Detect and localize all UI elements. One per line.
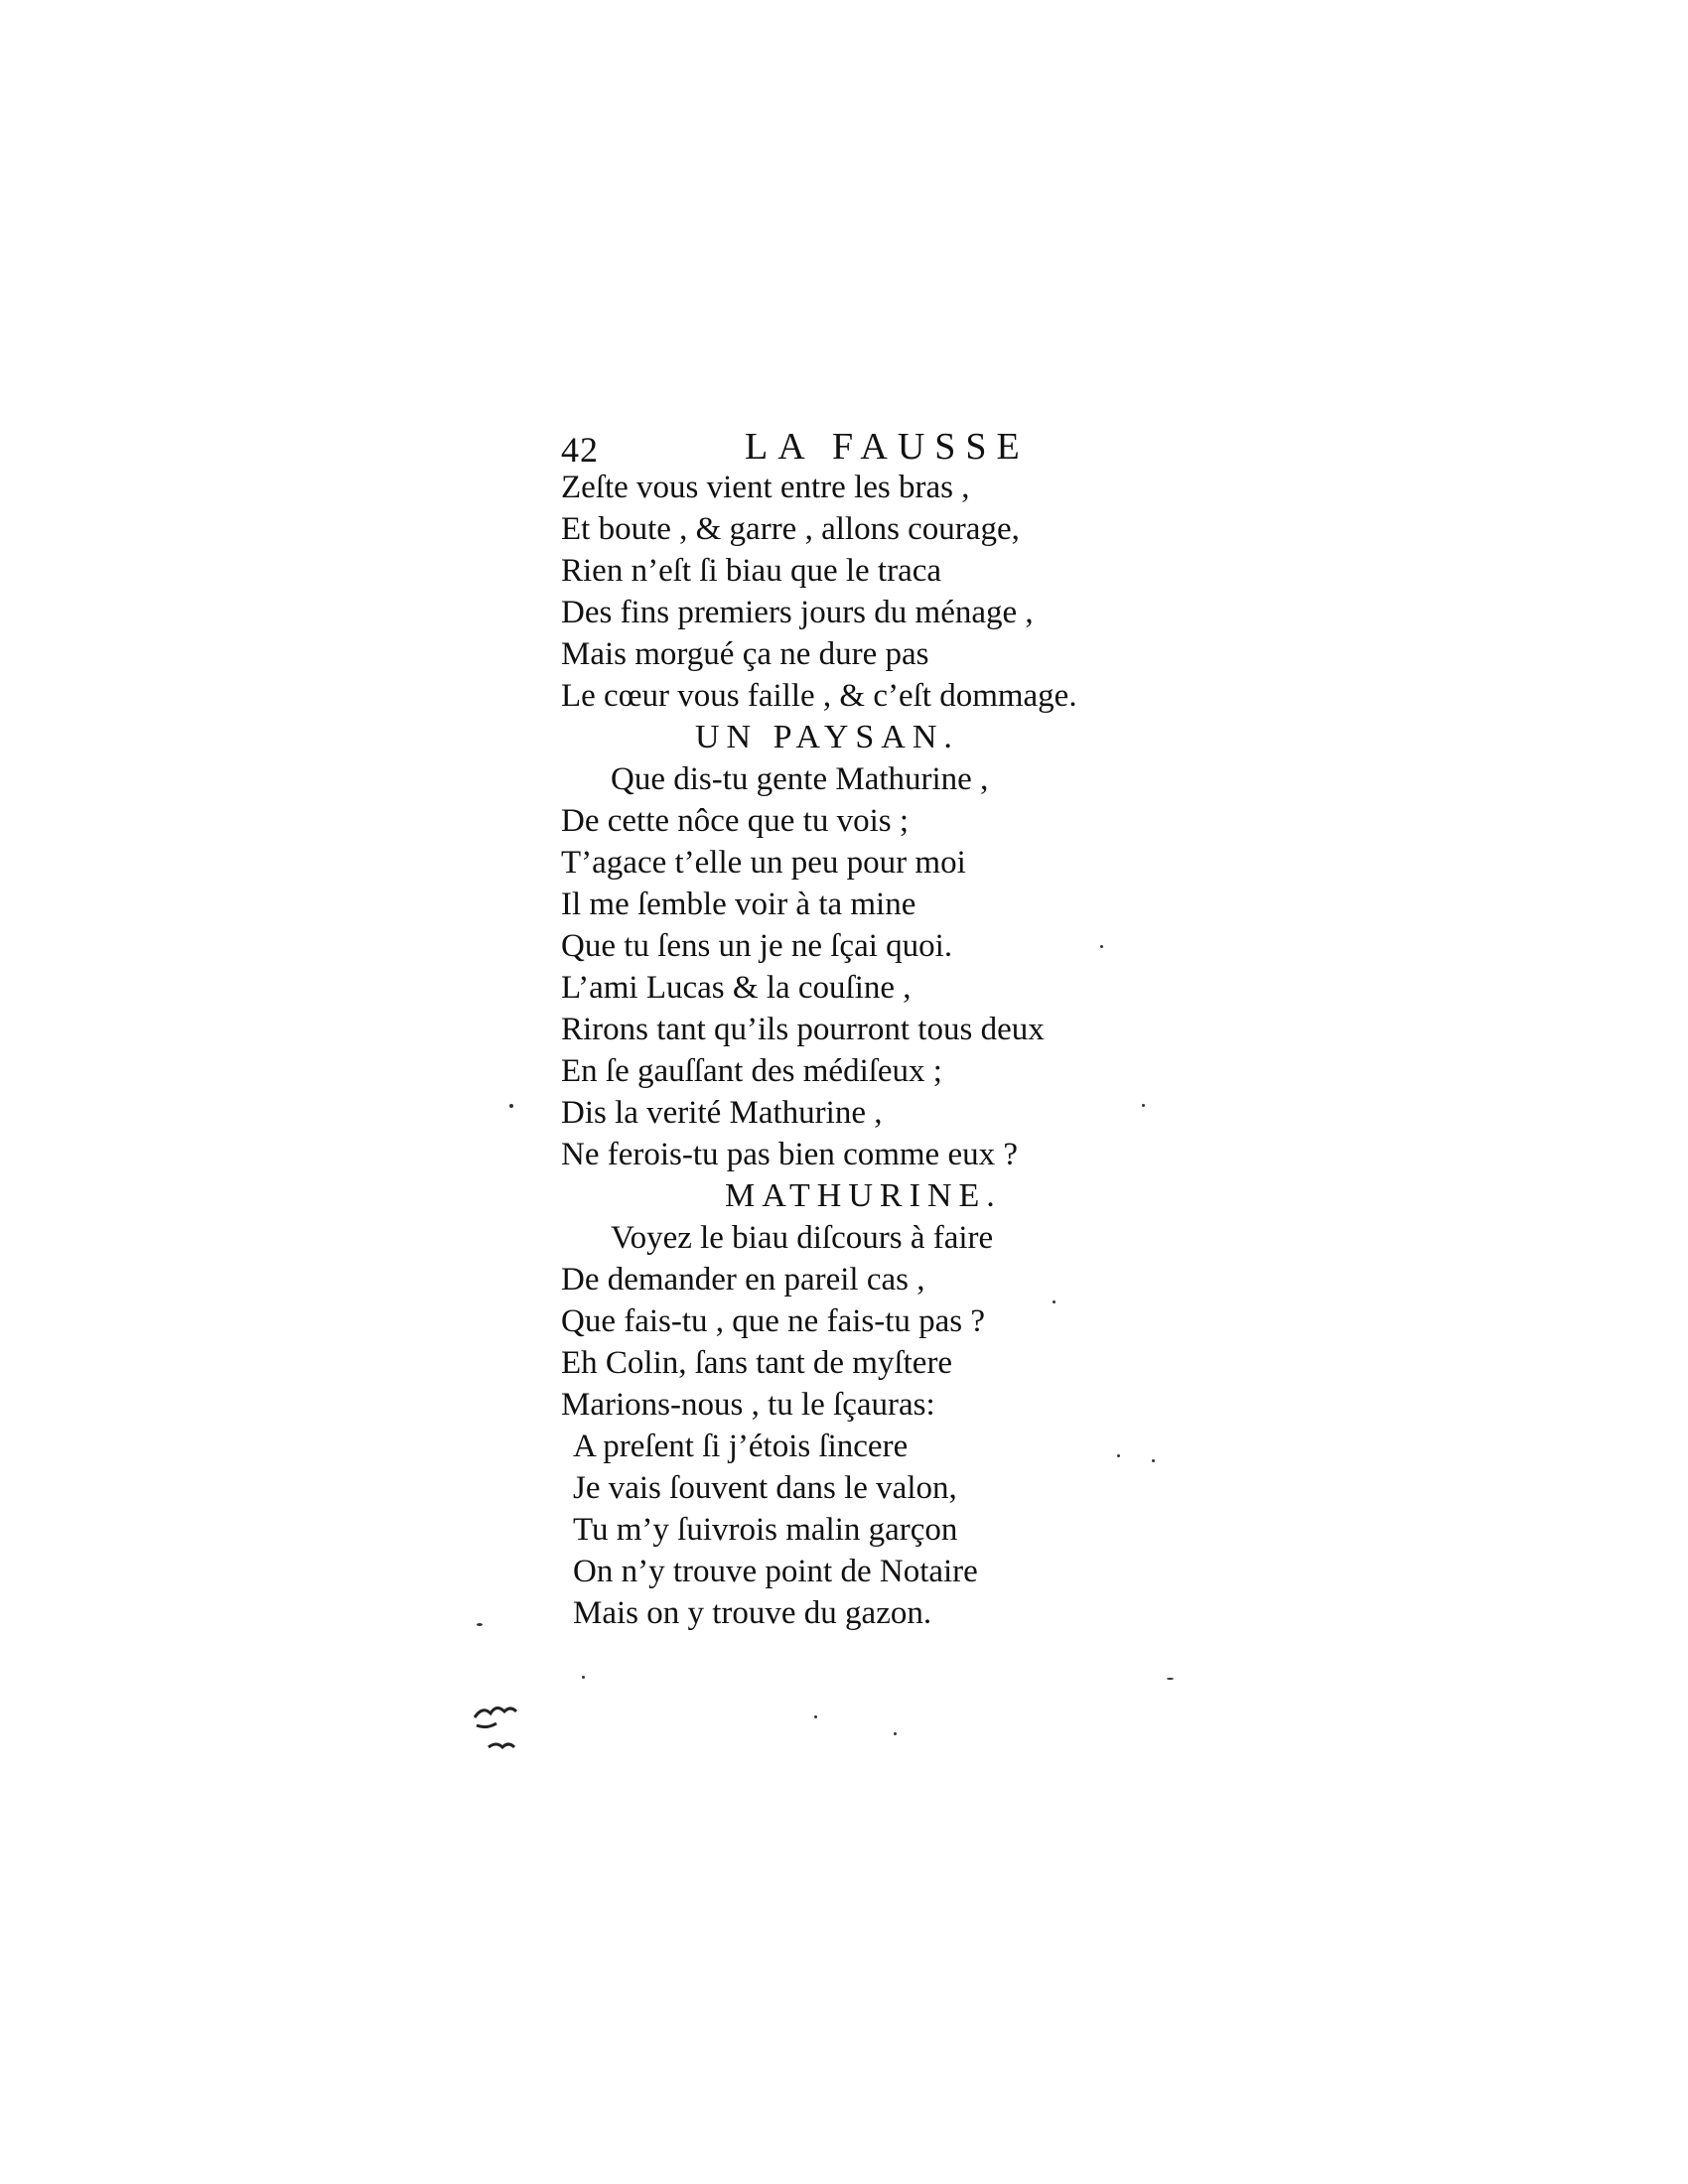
ink-speck <box>1100 945 1103 948</box>
ink-speck <box>894 1732 897 1735</box>
verse-line: T’agace t’elle un peu pour moi <box>561 845 966 881</box>
verse-line: Je vais ſouvent dans le valon, <box>573 1470 957 1506</box>
verse-text-block <box>561 467 1316 1634</box>
verse-line: Ne ferois-tu pas bien comme eux ? <box>561 1137 1019 1172</box>
verse-line: Dis la verité Mathurine , <box>561 1095 883 1131</box>
verse-line: Tu m’y ſuivrois malin garçon <box>573 1512 958 1548</box>
verse-line: Rien n’eſt ſi biau que le traca <box>561 553 942 589</box>
ink-speck <box>582 1676 585 1679</box>
verse-line: Zeſte vous vient entre les bras , <box>561 470 970 505</box>
ink-speck <box>1142 1104 1145 1107</box>
ink-smudge <box>467 1688 546 1757</box>
verse-line: Que dis-tu gente Mathurine , <box>611 761 989 797</box>
ink-speck <box>1152 1459 1155 1462</box>
ink-speck <box>1167 1678 1174 1680</box>
ink-speck <box>1053 1300 1055 1303</box>
verse-line: L’ami Lucas & la couſine , <box>561 970 912 1006</box>
verse-line: Marions-nous , tu le ſçauras: <box>561 1387 935 1423</box>
ink-speck <box>509 1104 513 1108</box>
verse-line: En ſe gauſſant des médiſeux ; <box>561 1053 942 1089</box>
ink-speck <box>477 1623 483 1626</box>
verse-line: Mais on y trouve du gazon. <box>573 1595 932 1631</box>
speaker-heading: MATHURINE. <box>725 1177 1002 1214</box>
verse-line: Mais morgué ça ne dure pas <box>561 636 929 672</box>
verse-line: Le cœur vous faille , & c’eſt dommage. <box>561 678 1077 714</box>
verse-line: Que fais-tu , que ne fais-tu pas ? <box>561 1303 986 1339</box>
page-number: 42 <box>561 430 599 470</box>
ink-speck <box>814 1715 817 1718</box>
verse-line: Rirons tant qu’ils pourront tous deux <box>561 1012 1045 1047</box>
verse-line: De cette nôce que tu vois ; <box>561 803 910 839</box>
verse-line: Et boute , & garre , allons courage, <box>561 511 1020 547</box>
verse-line: De demander en pareil cas , <box>561 1262 925 1297</box>
verse-line: Des fins premiers jours du ménage , <box>561 595 1034 630</box>
running-title: LA FAUSSE <box>745 426 1030 468</box>
ink-speck <box>1117 1454 1120 1457</box>
verse-line: A preſent ſi j’étois ſincere <box>573 1429 909 1464</box>
verse-line: Eh Colin, ſans tant de myſtere <box>561 1345 953 1381</box>
verse-line: Il me ſemble voir à ta mine <box>561 887 916 922</box>
verse-line: Voyez le biau diſcours à faire <box>611 1220 994 1256</box>
verse-line: Que tu ſens un je ne ſçai quoi. <box>561 928 953 964</box>
verse-line: On n’y trouve point de Notaire <box>573 1554 978 1589</box>
speaker-heading: UN PAYSAN. <box>695 719 959 755</box>
